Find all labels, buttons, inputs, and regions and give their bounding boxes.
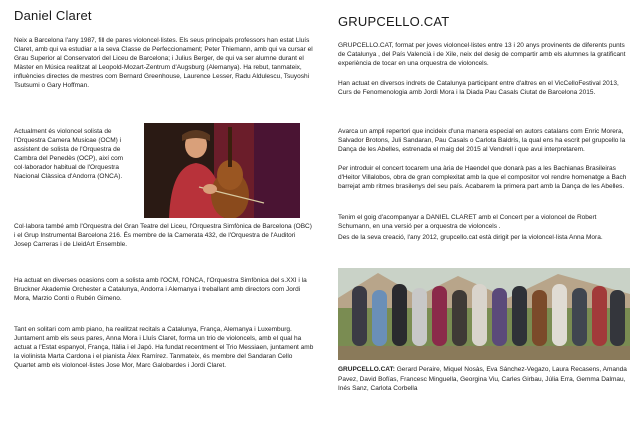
group-photo (338, 268, 630, 360)
bio-paragraph-2: Actualment és violoncel solista de l'Orquestra Camera Musicae (OCM) i assistent de solista de l'Orquestra de Cambra del Penedès (OCP), així com col·laborador habitual de l'Orquestra Nacional Clàssica d'Andorra (ONCA). (14, 128, 124, 180)
grup-paragraph-6: Des de la seva creació, l'any 2012, grupcello.cat està dirigit per la violoncel·lista Anna Mora. (338, 234, 603, 241)
bio-paragraph-3: Col·labora també amb l'Orquestra del Gran Teatre del Liceu, l'Orquestra Simfònica de Barcelona (OBC) i el Grup Instrumental Barcelona 216. És membre de la Camerata 432, de l'Orquestra de l'Auditori Josep Carreras i de LleidArt Ensemble. (14, 223, 312, 248)
grup-paragraph-5: Tenim el goig d'acompanyar a DANIEL CLARET amb el Concert per a violoncel de Robert Schumann, en una versió per a orquestra de violoncels . (338, 214, 597, 230)
caption-label: GRUPCELLO.CAT: (338, 366, 395, 373)
grupcello-title: GRUPCELLO.CAT (338, 14, 450, 29)
bio-paragraph-5: Tant en solitari com amb piano, ha realitzat recitals a Catalunya, França, Alemanya i Luxemburg. Juntament amb els seus pares, Anna Mora i Lluís Claret, forma un trio de violoncels, amb el qual ha actuat a l'Estat espanyol, França, Itàlia i el Japó. Ha fundat recentment el Trio Messiaen, juntament amb la violinista Marta Cardona i el pianista Àlex Ramírez. Tanmateix, és membre del Sandaran Cello Quartet amb els violoncel·listes Jose Mor, Marc Galobardes i Jordi Claret. (14, 326, 314, 369)
grup-paragraph-2: Han actuat en diversos indrets de Catalunya participant entre d'altres en el VicCelloFestival 2013, Curs de Fenomenologia amb Jordi Mora i la Diada Pau Casals Ciutat de Barcelona 2015. (338, 80, 619, 96)
grup-paragraph-1: GRUPCELLO.CAT, format per joves violoncel·listes entre 13 i 20 anys provinents de diferents punts de Catalunya , del País Valencià i de Xile, neix del desig de compartir amb els alumnes la gratificant experiència de tocar en una orquestra de violoncels. (338, 42, 626, 67)
caption-names: Gerard Peraire, Miquel Nosàs, Eva Sánchez-Vegazo, Laura Recasens, Amanda Pavez, David Bofías, Francesc Minguella, Georgina Viu, Carles Girbau, Júlia Erra, Gemma Dalmau, Inés Sanz, Carlota Corbella (338, 366, 627, 392)
grup-paragraph-4: Per introduir el concert tocarem una ària de Haendel que donarà pas a les Bachianas Brasileiras d'Heitor Villalobos, obra de gran complexitat amb la que el compositor vol rendre homenatge a Bach barrejat amb ritmes brasilenys del seu país. Acabarem la primera part amb la Dança de les Abelles. (338, 165, 627, 190)
cellist-photo (144, 123, 300, 218)
cellist-illustration (144, 123, 300, 218)
cello-cases-illustration (338, 268, 630, 360)
group-caption (338, 365, 628, 394)
bio-paragraph-4: Ha actuat en diverses ocasions com a solista amb l'OCM, l'ONCA, l'Orquestra Simfònica del s.XXI i la Bruckner Akademie Orchester a Catalunya, Andorra i Alemanya i treballant amb directors com Jordi Mora, Marzio Conti o Rubén Gimeno. (14, 277, 307, 302)
bio-paragraph-1: Neix a Barcelona l'any 1987, fill de pares violoncel·listes. Els seus principals professors han estat Lluís Claret, amb qui va estudiar a la seva Classe de Perfeccionament; Peter Thiemann, amb qui va cursar el Grau Superior al Conservatori del Liceu de Barcelona; i Julius Berger, de qui va ser alumne durant el Màster en Música realitzat al Leopold-Mozart-Zentrum d'Augsburg (Alemanya). Ha rebut, tanmateix, influències directes de mestres com Bernard Greenhouse, Laurence Lesser, Radu Aldulescu, Tsuyoshi Tsutsumi o Gary Hoffman. (14, 37, 313, 89)
grup-paragraph-3: Avarca un ampli repertori que incideix d'una manera especial en autors catalans com Enric Morera, Salvador Brotons, Juli Sandaran, Pau Casals o Carlota Baldrís, la qual ens ha escrit pel grupcello la Dança de les Abelles, estrenada el maig del 2015 al Vendrell i que avui interpretarem. (338, 128, 626, 153)
daniel-claret-title: Daniel Claret (14, 8, 92, 23)
